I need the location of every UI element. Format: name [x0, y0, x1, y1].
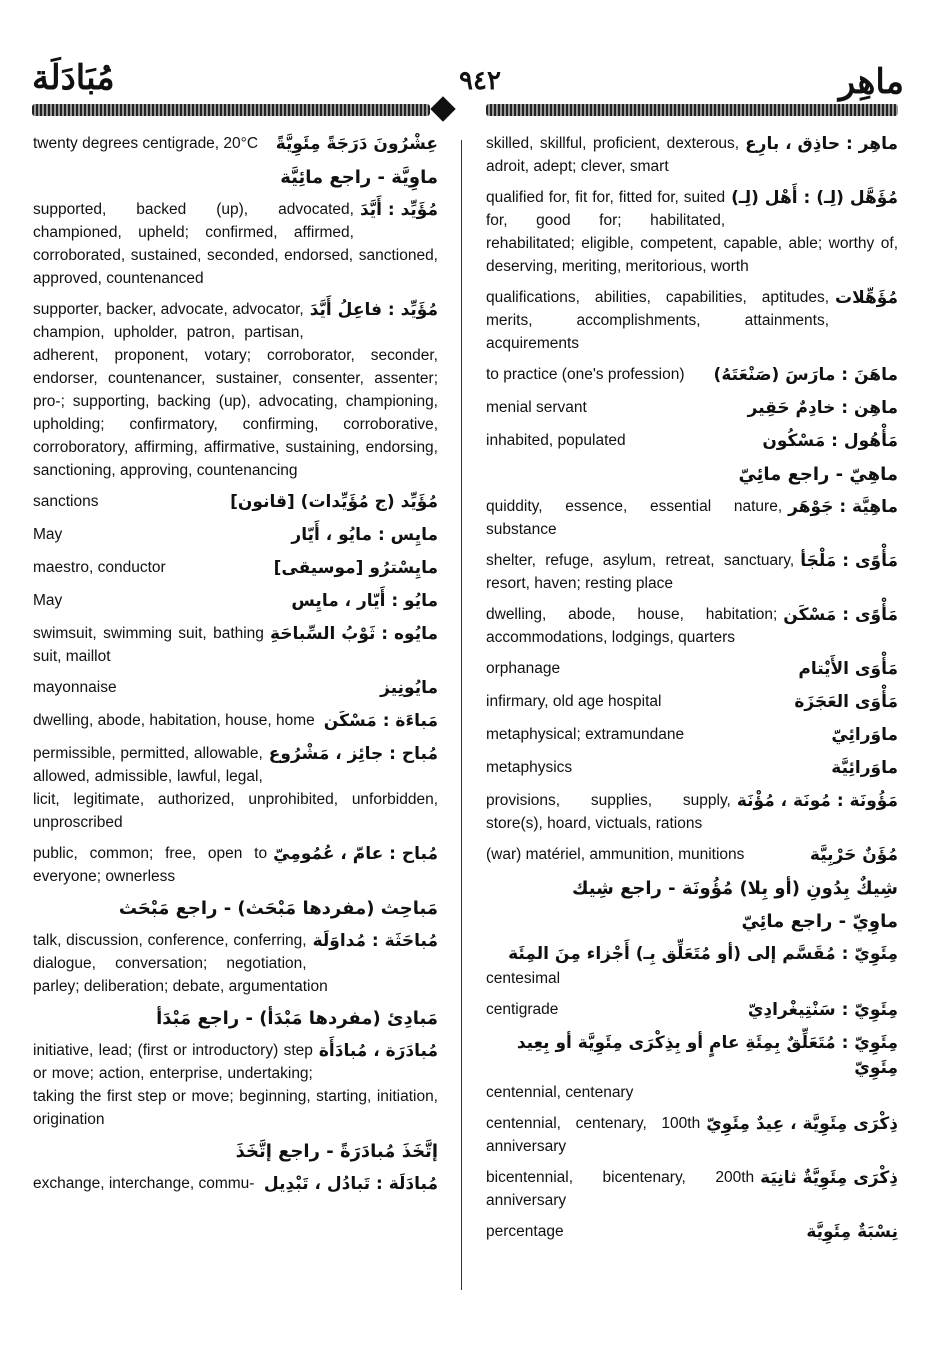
arabic-headword: مايُو : أَيّار ، مايِس — [285, 589, 438, 614]
arabic-headword: مَأْوَى الأَيْتام — [792, 657, 898, 682]
english-definition: initiative, lead; (first or introductory) step or move; action, enterprise, undertaking; taking the first step or move; beginning, starting, initiation, origination — [33, 1042, 438, 1128]
arabic-headword: مُبادَلَة : تَبادُل ، تَبْدِيل — [258, 1172, 438, 1197]
arabic-headword: مايِسْترُو [موسيقى] — [268, 556, 438, 581]
english-definition: skilled, skillful, proficient, dexterous, adroit, adept; clever, smart — [486, 135, 740, 175]
dictionary-entry — [486, 723, 898, 748]
arabic-headword: مَأْوَى العَجَزَة — [788, 690, 898, 715]
arabic-headword: مَبادِئ (مفردها مَبْدَأ) - راجع مَبْدَأ — [150, 1006, 438, 1031]
arabic-headword: مَأْوًى : مَلْجَأ — [794, 549, 898, 574]
guide-word-right: ماهِر — [838, 64, 904, 101]
dictionary-entry — [486, 1112, 898, 1158]
dictionary-entry — [486, 462, 898, 487]
english-definition: orphanage — [486, 660, 561, 677]
arabic-headword: مُباح : جائِز ، مَشْرُوع — [263, 742, 438, 767]
english-definition: centennial, centenary, 100th anniversary — [486, 1115, 701, 1155]
english-definition: May — [33, 526, 63, 543]
dictionary-entry — [486, 603, 898, 649]
dictionary-entry — [486, 876, 898, 901]
arabic-headword: مُؤَنٌ حَرْبِيَّة — [804, 843, 898, 868]
dictionary-entry — [33, 132, 438, 157]
dictionary-entry — [486, 998, 898, 1023]
arabic-headword: ماهِن : خادِمٌ حَقِير — [742, 396, 898, 421]
dictionary-entry — [486, 789, 898, 835]
dictionary-entry — [33, 198, 438, 290]
page-number: ٩٤٢ — [459, 66, 501, 95]
english-definition: mayonnaise — [33, 679, 117, 696]
dictionary-entry — [33, 523, 438, 548]
dictionary-entry — [486, 186, 898, 278]
dictionary-entry — [33, 709, 438, 734]
arabic-headword: مُؤَهَّل (لِـ) : أَهْل (لِـ) — [725, 186, 898, 211]
left-column — [33, 132, 438, 1205]
english-definition: qualified for, fit for, fitted for, suited for, good for; habilitated, rehabilitated; eligible, competent, capable, able; worthy of, deserving, meriting, meritorious, worth — [486, 189, 898, 275]
header-rule-left — [32, 104, 430, 116]
dictionary-entry — [33, 1006, 438, 1031]
arabic-headword: مَأْهُول : مَسْكُون — [756, 429, 898, 454]
dictionary-entry — [33, 490, 438, 515]
english-definition: May — [33, 592, 63, 609]
dictionary-entry — [33, 298, 438, 482]
english-definition: to practice (one's profession) — [486, 366, 685, 383]
arabic-headword: عِشْرُونَ دَرَجَةً مِئَوِيَّةً — [270, 132, 438, 157]
english-definition: centennial, centenary — [486, 1084, 634, 1101]
english-definition: inhabited, populated — [486, 432, 626, 449]
dictionary-entry — [33, 896, 438, 921]
english-definition: public, common; free, open to everyone; ownerless — [33, 845, 268, 885]
dictionary-entry — [486, 843, 898, 868]
arabic-headword: مُباحَثَة : مُداوَلَة — [307, 929, 438, 954]
english-definition: metaphysics — [486, 759, 573, 776]
english-definition: twenty degrees centigrade, 20°C — [33, 135, 259, 152]
arabic-headword: مايُوه : ثَوْبُ السِّباحَةِ — [264, 622, 438, 647]
english-definition: swimsuit, swimming suit, bathing suit, maillot — [33, 625, 264, 665]
arabic-headword: ذِكْرَى مِئَوِيَّةٌ ثانِيَة — [754, 1166, 898, 1191]
header-rule-right — [486, 104, 898, 116]
dictionary-entry — [486, 363, 898, 388]
arabic-headword: ماوِيَّة - راجع مائِيَّة — [274, 165, 438, 190]
dictionary-entry — [486, 549, 898, 595]
english-definition: provisions, supplies, supply, store(s), hoard, victuals, rations — [486, 792, 731, 832]
english-definition: percentage — [486, 1223, 564, 1240]
arabic-headword: إتَّخَذَ مُبادَرَةً - راجع إتَّخَذَ — [230, 1139, 438, 1164]
english-definition: talk, discussion, conference, conferring, dialogue, conversation; negotiation, parley; deliberation; debate, argumentation — [33, 932, 328, 995]
arabic-headword: مِئَوِيّ : سَنْتِيغْرادِيّ — [742, 998, 898, 1023]
dictionary-entry — [33, 589, 438, 614]
dictionary-entry — [486, 909, 898, 934]
arabic-headword: شِيكٌ بِدُونِ (أو بِلا) مُؤُونَة - راجع شِيك — [566, 876, 898, 901]
dictionary-entry — [486, 1166, 898, 1212]
arabic-headword: مَؤُونَة : مُونَة ، مُؤْنَة — [731, 789, 898, 814]
english-definition: supporter, backer, advocate, advocator, champion, upholder, patron, partisan, adherent, proponent, votary; corroborator, seconder, endorser, countenancer, sustainer, consenter, assenter; pro-; supporting, backing (up), advocating, championing, upholding; confirmatory, confirming, corroborative, corroboratory, affirming, affirmative, sustaining, endorsing, sanctioning, approving, countenancing — [33, 301, 438, 479]
dictionary-entry — [33, 165, 438, 190]
english-definition: metaphysical; extramundane — [486, 726, 685, 743]
dictionary-entry — [486, 942, 898, 990]
english-definition: dwelling, abode, habitation, house, home — [33, 712, 315, 729]
dictionary-entry — [486, 690, 898, 715]
header-diamond-ornament — [430, 96, 455, 121]
arabic-headword: ماهَنَ : مارَسَ (صَنْعَتَهُ) — [708, 363, 898, 388]
arabic-headword: نِسْبَةٌ مِئَوِيَّة — [800, 1220, 898, 1245]
arabic-headword: مُؤَيِّد : فاعِلُ أَيَّدَ — [304, 298, 438, 323]
arabic-headword: ماهِر : حاذِق ، بارِع — [739, 132, 898, 157]
arabic-headword: مَأْوًى : مَسْكَن — [777, 603, 898, 628]
arabic-headword: مَباحِث (مفردها مَبْحَث) - راجع مَبْحَث — [113, 896, 438, 921]
arabic-headword: مِئَوِيّ : مُقَسَّم إلى (أو مُتَعَلِّق بِـ) أَجْزاء مِنَ المِئَة — [502, 942, 898, 967]
dictionary-entry — [486, 286, 898, 355]
english-definition: menial servant — [486, 399, 587, 416]
dictionary-entry — [33, 1139, 438, 1164]
dictionary-entry — [486, 1031, 898, 1104]
arabic-headword: ماوَرائِيَّة — [825, 756, 898, 781]
arabic-headword: مِئَوِيّ : مُتَعَلِّقٌ بِمِئَةِ عامٍ أو بِذِكْرَى مِئَوِيَّة أو بِعِيد مِئَوِيّ — [486, 1031, 898, 1081]
english-definition: bicentennial, bicentenary, 200th anniversary — [486, 1169, 755, 1209]
english-definition: shelter, refuge, asylum, retreat, sanctuary, resort, haven; resting place — [486, 552, 795, 592]
english-definition: infirmary, old age hospital — [486, 693, 662, 710]
english-definition: maestro, conductor — [33, 559, 166, 576]
dictionary-entry — [486, 429, 898, 454]
english-definition: sanctions — [33, 493, 99, 510]
dictionary-entry — [486, 1220, 898, 1245]
dictionary-entry — [33, 676, 438, 701]
english-definition: quiddity, essence, essential nature, substance — [486, 498, 783, 538]
arabic-headword: مايِس : مايُو ، أَيّار — [285, 523, 438, 548]
dictionary-entry — [486, 756, 898, 781]
arabic-headword: مُؤَيِّد : أَيَّدَ — [354, 198, 438, 223]
arabic-headword: مُباح : عامّ ، عُمُومِيّ — [267, 842, 438, 867]
page-header — [0, 0, 948, 130]
arabic-headword: ماهِيَّة : جَوْهَر — [782, 495, 898, 520]
arabic-headword: مَباءَة : مَسْكَن — [318, 709, 438, 734]
arabic-headword: ماوَرائِيّ — [825, 723, 898, 748]
english-definition: (war) matériel, ammunition, munitions — [486, 846, 745, 863]
english-definition: permissible, permitted, allowable, allowed, admissible, lawful, legal, licit, legitimate, authorized, unprohibited, unforbidden, unproscribed — [33, 745, 438, 831]
dictionary-entry — [486, 657, 898, 682]
dictionary-entry — [486, 132, 898, 178]
column-divider — [461, 140, 462, 1290]
dictionary-entry — [486, 495, 898, 541]
right-column — [486, 132, 898, 1253]
english-definition: exchange, interchange, commu- — [33, 1175, 255, 1192]
arabic-headword: مُؤَيِّد (ج مُؤَيِّدات) [قانون] — [224, 490, 438, 515]
dictionary-entry — [33, 556, 438, 581]
guide-word-left: مُبَادَلَة — [32, 60, 115, 97]
dictionary-entry — [33, 622, 438, 668]
english-definition: supported, backed (up), advocated, championed, upheld; confirmed, affirmed, corroborated, sustained, seconded, endorsed, sanctioned, approved, countenanced — [33, 201, 438, 287]
arabic-headword: مايُونِيز — [374, 676, 438, 701]
english-definition: dwelling, abode, house, habitation; accommodations, lodgings, quarters — [486, 606, 778, 646]
arabic-headword: ماوِيّ - راجع مائِيّ — [735, 909, 898, 934]
arabic-headword: ماهِيّ - راجع مائِيّ — [732, 462, 898, 487]
english-definition: centigrade — [486, 1001, 559, 1018]
dictionary-entry — [486, 396, 898, 421]
dictionary-entry — [33, 929, 438, 998]
dictionary-entry — [33, 742, 438, 834]
arabic-headword: ذِكْرَى مِئَوِيَّة ، عِيدٌ مِئَوِيّ — [700, 1112, 898, 1137]
dictionary-entry — [33, 1172, 438, 1197]
english-definition: centesimal — [486, 970, 561, 987]
arabic-headword: مُؤَهِّلات — [829, 286, 898, 311]
dictionary-entry — [33, 1039, 438, 1131]
dictionary-entry — [33, 842, 438, 888]
arabic-headword: مُبادَرَة ، مُبادَأَة — [313, 1039, 438, 1064]
english-definition: qualifications, abilities, capabilities, aptitudes, merits, accomplishments, attainments, acquirements — [486, 289, 830, 352]
